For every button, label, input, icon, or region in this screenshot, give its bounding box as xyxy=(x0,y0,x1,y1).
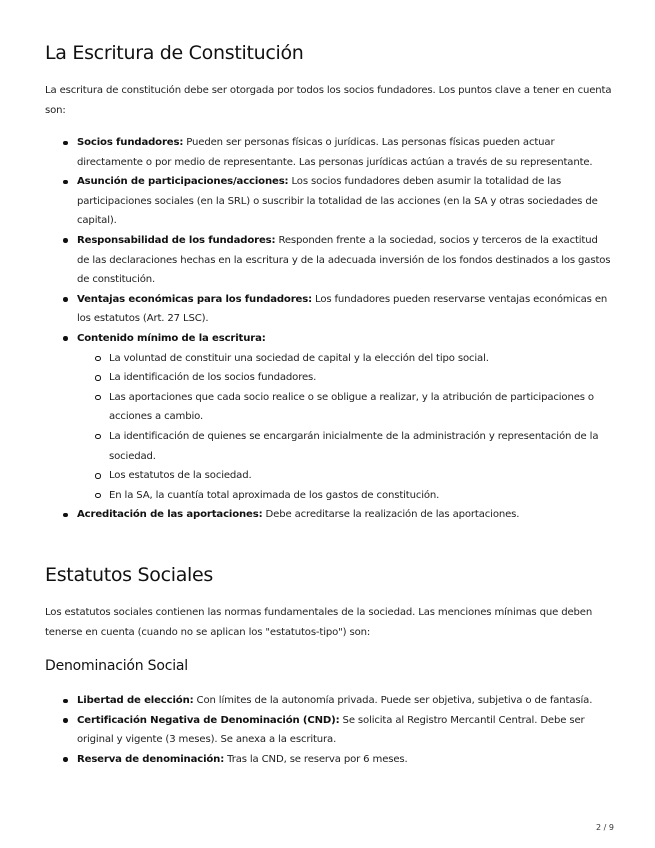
section-title-escritura: La Escritura de Constitución xyxy=(45,42,304,64)
list-item xyxy=(45,750,613,770)
item-text: Con límites de la autonomía privada. Puede ser objetiva, subjetiva o de fantasía. xyxy=(193,695,593,706)
item-term: Acreditación de las aportaciones: xyxy=(77,509,263,521)
section-title-estatutos: Estatutos Sociales xyxy=(45,564,214,586)
item-text: Los socios fundadores deben asumir la totalidad de las participaciones sociales (en la SRL) o suscribir la totalidad de las acciones (en la SA y otras sociedades de capital). xyxy=(77,176,598,227)
sublist-item: Los estatutos de la sociedad. xyxy=(77,466,613,486)
item-text: Los fundadores pueden reservarse ventajas económicas en los estatutos (Art. 27 LSC). xyxy=(77,293,608,325)
list-item xyxy=(45,691,613,711)
list-item-contenido-minimo xyxy=(45,329,613,505)
item-term: Contenido mínimo de la escritura: xyxy=(77,332,266,344)
item-term: Socios fundadores: xyxy=(77,137,184,148)
item-term: Libertad de elección: xyxy=(77,695,194,706)
list-item xyxy=(45,505,613,525)
denominacion-list xyxy=(45,691,613,769)
item-term: Certificación Negativa de Denominación (CND): xyxy=(77,714,340,726)
item-text: Responden frente a la sociedad, socios y terceros de la exactitud de las declaraciones hechas en la escritura y de la adecuada inversión de los fondos destinados a los gastos de constitución. xyxy=(77,234,611,286)
item-text: Se solicita al Registro Mercantil Central. Debe ser original y vigente (3 meses). Se anexa a la escritura. xyxy=(77,714,585,746)
escritura-key-points-list xyxy=(45,133,613,525)
subsection-title-denominacion: Denominación Social xyxy=(45,658,188,674)
item-term: Asunción de participaciones/acciones: xyxy=(77,176,289,188)
sublist-item: En la SA, la cuantía total aproximada de los gastos de constitución. xyxy=(77,486,613,506)
item-text: Debe acreditarse la realización de las aportaciones. xyxy=(262,509,520,521)
sublist-item: Las aportaciones que cada socio realice o se obligue a realizar, y la atribución de participaciones o acciones a cambio. xyxy=(77,388,613,427)
contenido-minimo-sublist xyxy=(77,349,613,506)
page-number: 2 / 9 xyxy=(596,823,614,832)
sublist-item: La identificación de quienes se encargarán inicialmente de la administración y representación de la sociedad. xyxy=(77,427,613,466)
list-item xyxy=(45,172,613,231)
list-item xyxy=(45,711,613,750)
sublist-item: La identificación de los socios fundadores. xyxy=(77,368,613,388)
list-item xyxy=(45,290,613,329)
sublist-item: La voluntad de constituir una sociedad de capital y la elección del tipo social. xyxy=(77,349,613,369)
item-text: Pueden ser personas físicas o jurídicas. Las personas físicas pueden actuar directamente o por medio de representante. Las personas jurídicas actúan a través de su representante. xyxy=(77,137,593,168)
item-term: Reserva de denominación: xyxy=(77,753,225,765)
list-item xyxy=(45,133,613,172)
item-term: Ventajas económicas para los fundadores: xyxy=(77,293,312,305)
intro-paragraph-estatutos: Los estatutos sociales contienen las normas fundamentales de la sociedad. Las menciones mínimas que deben tenerse en cuenta (cuando no se aplican los "estatutos-tipo") son: xyxy=(45,607,593,638)
item-term: Responsabilidad de los fundadores: xyxy=(77,234,276,246)
intro-paragraph-escritura: La escritura de constitución debe ser otorgada por todos los socios fundadores. Los puntos clave a tener en cuenta son: xyxy=(45,85,612,116)
item-text: Tras la CND, se reserva por 6 meses. xyxy=(224,753,408,765)
list-item xyxy=(45,231,613,290)
